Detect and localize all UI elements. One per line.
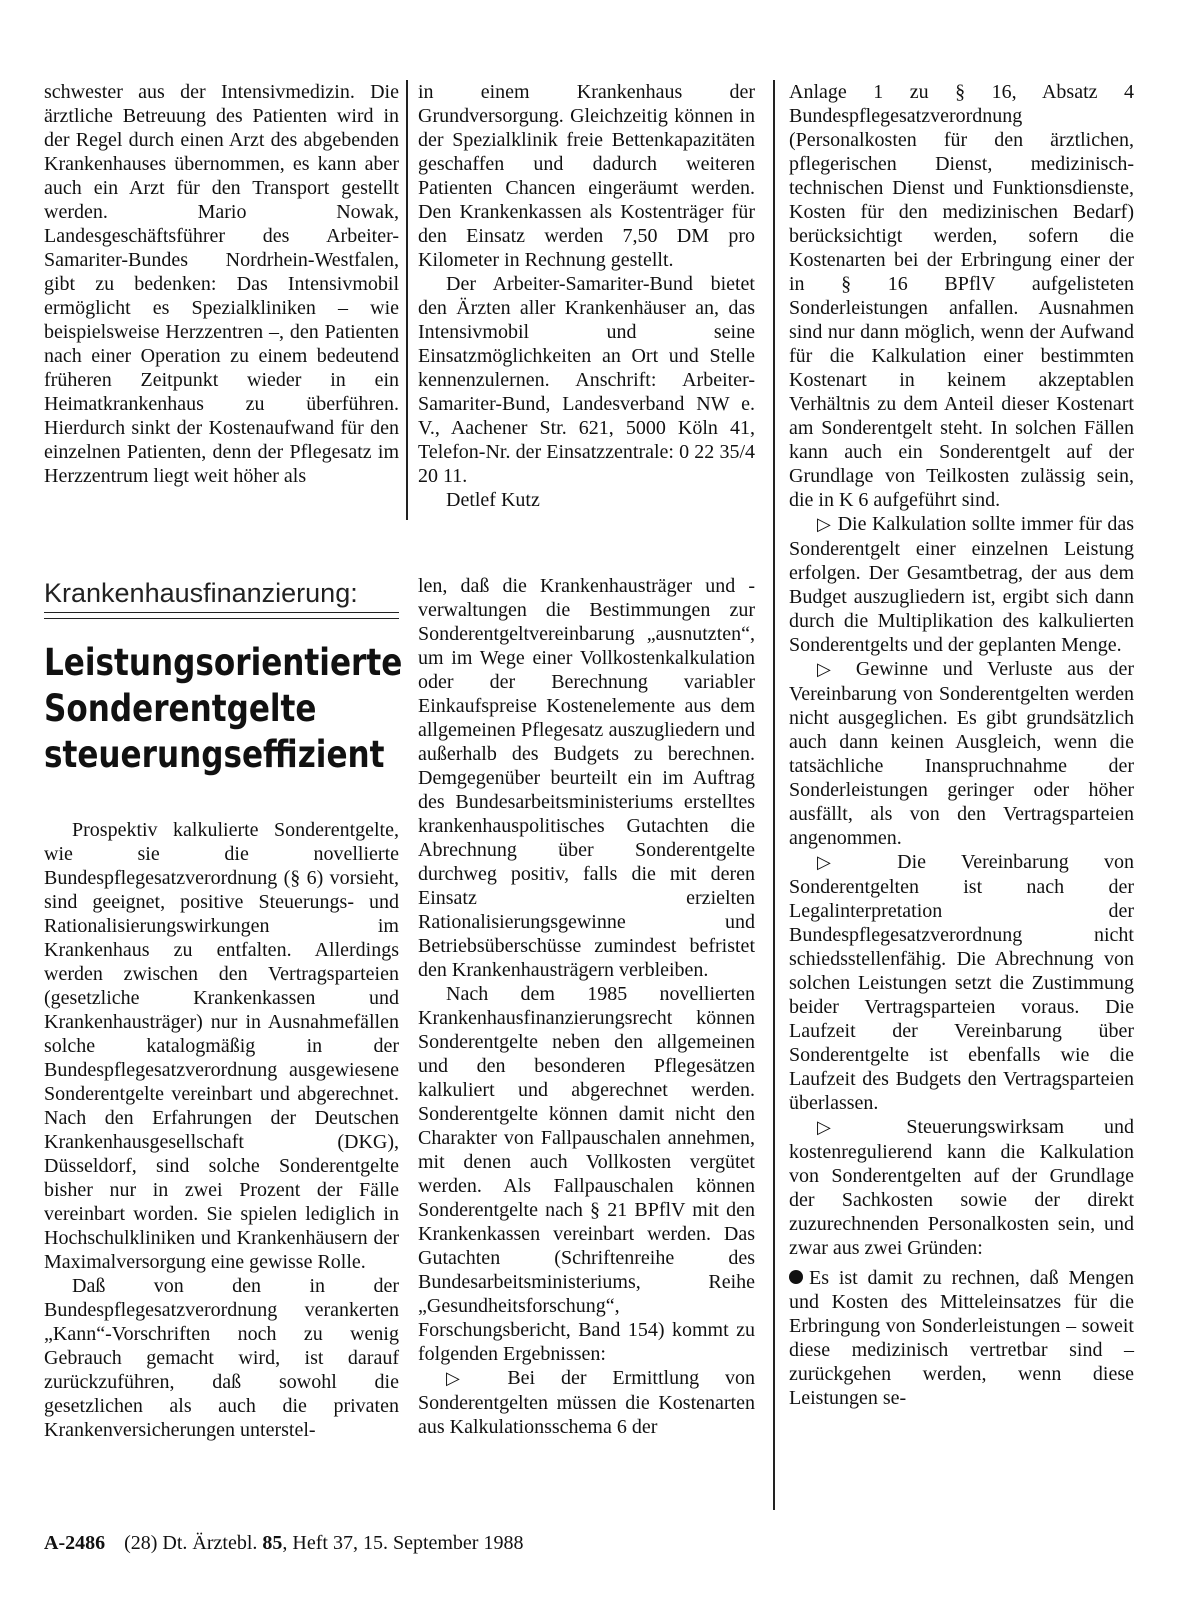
page-footer: [44, 1532, 523, 1555]
paragraph: len, daß die Krankenhausträger und -verwaltungen die Bestimmungen zur Sonderentgeltvereinbarung „ausnutzten“, um im Wege einer Vollkostenkalkulation oder der Berechnung variabler Einkaufspreise Kostenelemente aus dem allgemeinen Pflegesatz auszugliedern und außerhalb des Budgets zu berechnen. Demgegenüber beurteilt ein im Auftrag des Bundesarbeitsministeriums erstelltes krankenhauspolitisches Gutachten die Abrechnung über Sonderentgelte durchweg positiv, falls die mit deren Einsatz erzielten Rationalisierungsgewinne und Betriebsüberschüsse zumindest befristet den Krankenhausträgern verbleiben.: [418, 575, 755, 981]
page-number: A-2486: [44, 1532, 106, 1554]
list-item-text: Bei der Ermittlung von Sonderentgelten müssen die Kostenarten aus Kalkulationsschema 6 der: [418, 1367, 755, 1438]
paragraph: Anlage 1 zu § 16, Absatz 4 Bundespflegesatzverordnung (Personalkosten für den ärztlichen, pflegerischen Dienst, medizinisch-technischen Dienst und Funktionsdienste, Kosten für den medizinischen Bedarf) berücksichtigt werden, sofern die Kostenarten bei der Erbringung einer der in § 16 BPflV aufgelisteten Sonderleistungen anfallen. Ausnahmen sind nur dann möglich, wenn der Aufwand für die Kalkulation einer bestimmten Kostenart in keinem akzeptablen Verhältnis zu dem Anteil dieser Kostenart am Sonderentgelt steht. In solchen Fällen kann auch ein Sonderentgelt auf der Grundlage von Teilkosten zulässig sein, die in K 6 aufgeführt sind.: [789, 81, 1134, 511]
paragraph: Der Arbeiter-Samariter-Bund bietet den Ärzten aller Krankenhäuser an, das Intensivmobil und seine Einsatzmöglichkeiten an Ort und Stelle kennenzulernen. Anschrift: Arbeiter-Samariter-Bund, Landesverband NW e. V., Aachener Str. 621, 5000 Köln 41, Telefon-Nr. der Einsatzzentrale: 0 22 35/4 20 11.: [418, 273, 755, 487]
column-2-article: [418, 574, 755, 1439]
article-headline: [44, 640, 403, 778]
list-item: [789, 1266, 1134, 1410]
article-kicker: Krankenhausfinanzierung:: [44, 577, 399, 613]
column-1-article: [44, 818, 399, 1442]
column-2-continuation: [418, 80, 755, 512]
list-item: [789, 512, 1134, 657]
kicker-underline: [44, 618, 399, 619]
list-item-text: Die Kalkulation sollte immer für das Sonderentgelt einer einzelnen Leistung erfolgen. Der Gesamtbetrag, der aus dem Budget auszugliedern ist, ergibt sich dann durch die Multiplikation des kalkulierten Sonderentgelts und der geplanten Menge.: [789, 513, 1134, 656]
triangle-bullet-icon: ▷: [817, 852, 898, 873]
triangle-bullet-icon: ▷: [817, 514, 838, 535]
column-3: [789, 80, 1134, 1410]
paragraph: Prospektiv kalkulierte Sonderentgelte, wie sie die novellierte Bundespflegesatzverordnung (§ 6) vorsieht, sind geeignet, positive Steuerungs- und Rationalisierungswirkungen im Krankenhaus zu entfalten. Allerdings werden zwischen den Vertragsparteien (gesetzliche Krankenkassen und Krankenhausträger) nur in Ausnahmefällen solche katalogmäßig in der Bundespflegesatzverordnung ausgewiesene Sonderentgelte vereinbart und abgerechnet. Nach den Erfahrungen der Deutschen Krankenhausgesellschaft (DKG), Düsseldorf, sind solche Sonderentgelte bisher nur in zwei Prozent der Fälle vereinbart worden. Sie spielen lediglich in Hochschulkliniken und Krankenhäusern der Maximalversorgung eine gewisse Rolle.: [44, 819, 399, 1273]
journal-name: (28) Dt. Ärztebl.: [124, 1532, 258, 1554]
issue-date: , Heft 37, 15. September 1988: [282, 1532, 524, 1554]
author-line: Detlef Kutz: [446, 489, 540, 511]
triangle-bullet-icon: ▷: [817, 659, 856, 680]
list-item: [789, 850, 1134, 1115]
triangle-bullet-icon: ▷: [817, 1117, 907, 1138]
paragraph: schwester aus der Intensivmedizin. Die ärztliche Betreuung des Patienten wird in der Regel durch einen Arzt des abgebenden Krankenhauses übernommen, es kann aber auch ein Arzt für den Transport gestellt werden. Mario Nowak, Landesgeschäftsführer des Arbeiter-Samariter-Bundes Nordrhein-Westfalen, gibt zu bedenken: Das Intensivmobil ermöglicht es Spezialkliniken – wie beispielsweise Herzzentren –, den Patienten nach einer Operation zu einem bedeutend früheren Zeitpunkt wieder in ein Heimatkrankenhaus zu überführen. Hierdurch sinkt der Kostenaufwand für den einzelnen Patienten, denn der Pflegesatz im Herzzentrum liegt weit höher als: [44, 81, 399, 487]
column-1-continuation: [44, 80, 399, 488]
list-item: [418, 1366, 755, 1439]
list-item: [789, 657, 1134, 850]
headline-line: Sonderentgelte: [44, 687, 317, 730]
list-item-text: Die Vereinbarung von Sonderentgelten ist nach der Legalinterpretation der Bundespflegesatzverordnung nicht schiedsstellenfähig. Die Abrechnung von solchen Leistungen setzt die Zustimmung beider Vertragsparteien voraus. Die Laufzeit der Vereinbarung über Sonderentgelte ist ebenfalls wie die Laufzeit des Budgets den Vertragsparteien überlassen.: [789, 851, 1134, 1114]
list-item-text: Es ist damit zu rechnen, daß Mengen und Kosten des Mitteleinsatzes für die Erbringung von Sonderleistungen – soweit diese medizinisch vertretbar sind – zurückgehen werden, wenn diese Leistungen se-: [789, 1267, 1134, 1409]
list-item-text: Gewinne und Verluste aus der Vereinbarung von Sonderentgelten werden nicht ausgeglichen. Es gibt grundsätzlich auch dann keinen Ausgleich, wenn die tatsächliche Inanspruchnahme der Sonderleistungen geringer oder höher ausfällt, als von den Vertragsparteien angenommen.: [789, 658, 1134, 849]
paragraph: in einem Krankenhaus der Grundversorgung. Gleichzeitig können in der Spezialklinik freie Bettenkapazitäten geschaffen und dadurch weiteren Patienten Chancen eingeräumt werden. Den Krankenkassen als Kostenträger für den Einsatz werden 7,50 DM pro Kilometer in Rechnung gestellt.: [418, 81, 755, 271]
headline-line: steuerungseffizient: [44, 733, 385, 776]
column-rule-left: [406, 80, 408, 520]
headline-line: Leistungsorientierte: [44, 641, 403, 684]
paragraph: Daß von den in der Bundespflegesatzverordnung verankerten „Kann“-Vorschriften noch zu wenig Gebrauch gemacht wird, ist darauf zurückzuführen, daß sowohl die gesetzlichen als auch die privaten Krankenversicherungen unterstel-: [44, 1275, 399, 1441]
column-rule-right: [773, 80, 775, 1510]
list-item-text: Steuerungswirksam und kostenregulierend kann die Kalkulation von Sonderentgelten auf der Grundlage der Sachkosten sowie der direkt zuzurechnenden Personalkosten sein, und zwar aus zwei Gründen:: [789, 1116, 1134, 1259]
paragraph: Nach dem 1985 novellierten Krankenhausfinanzierungsrecht können Sonderentgelte neben den allgemeinen und den besonderen Pflegesätzen kalkuliert und abgerechnet werden. Sonderentgelte können damit nicht den Charakter von Fallpauschalen annehmen, mit denen auch Vollkosten vergütet werden. Als Fallpauschalen können Sonderentgelte nach § 21 BPflV mit den Krankenkassen vereinbart werden. Das Gutachten (Schriftenreihe des Bundesarbeitsministeriums, Reihe „Gesundheitsforschung“, Forschungsbericht, Band 154) kommt zu folgenden Ergebnissen:: [418, 983, 755, 1365]
list-item: [789, 1115, 1134, 1260]
journal-volume: 85: [262, 1532, 283, 1554]
triangle-bullet-icon: ▷: [446, 1368, 508, 1389]
round-bullet-icon: [789, 1270, 803, 1284]
